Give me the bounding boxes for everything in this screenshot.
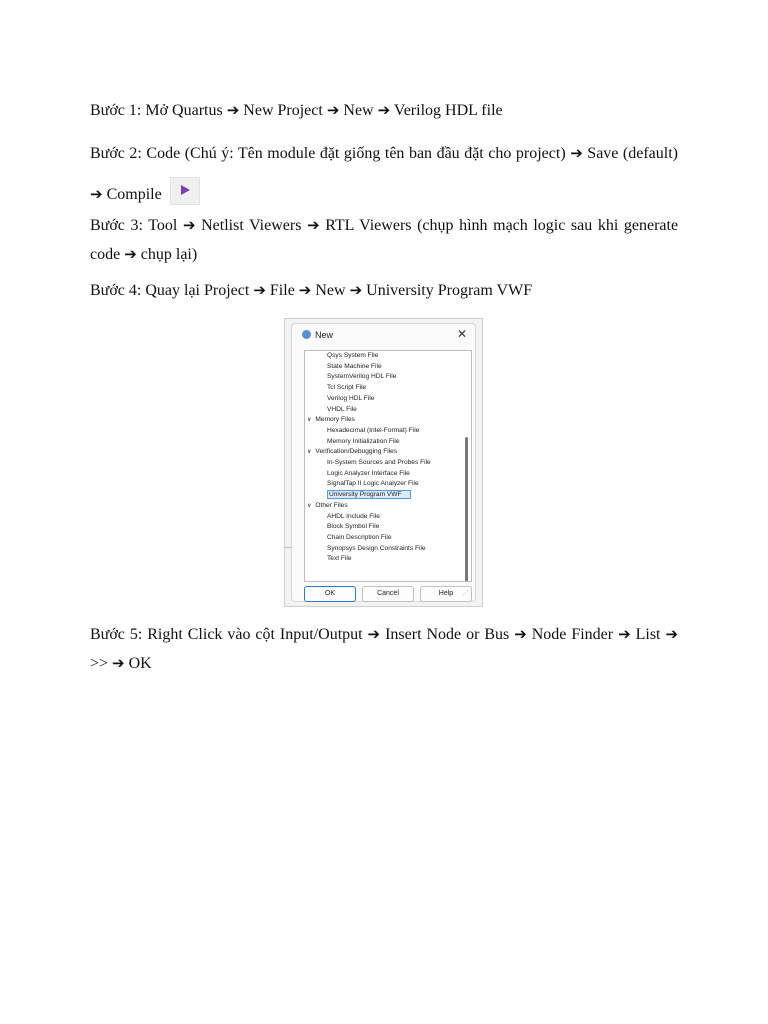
dialog-title-text: New	[315, 330, 334, 340]
step-5-list: List	[635, 626, 661, 643]
step-4-new: New	[315, 282, 346, 299]
arrow-icon: ➔	[182, 216, 196, 234]
tree-item-label: Text File	[327, 555, 352, 563]
step-5-node-finder: Node Finder	[531, 626, 614, 643]
tree-item-label: Chain Description File	[327, 533, 392, 541]
tree-item[interactable]	[305, 522, 471, 533]
tree-item[interactable]	[305, 512, 471, 523]
tree-item-label: Other Files	[315, 501, 348, 509]
tree-item[interactable]	[305, 533, 471, 544]
tree-item-label: Block Symbol File	[327, 523, 380, 531]
arrow-icon: ➔	[618, 625, 631, 643]
step-4-file: File	[269, 282, 295, 299]
tree-item[interactable]	[305, 490, 471, 501]
dialog-window	[291, 323, 476, 602]
step-4	[90, 276, 532, 305]
tree-item[interactable]	[305, 383, 471, 394]
tree-item-label: Verification/Debugging Files	[315, 448, 398, 456]
resize-grip-icon[interactable]: ⋰	[462, 590, 469, 597]
tree-group[interactable]	[305, 447, 471, 458]
step-4-text: Bước 4: Quay lại Project	[90, 282, 250, 299]
tree-item-label: Tcl Script File	[327, 384, 367, 392]
step-5-insert-node: Insert Node or Bus	[385, 626, 510, 643]
arrow-icon: ➔	[665, 625, 679, 643]
arrow-icon: ➔	[90, 185, 103, 203]
tree-item-label: In-System Sources and Probes File	[327, 459, 431, 467]
step-3-capture: chụp lại)	[140, 246, 198, 263]
tree-item-label: SystemVerilog HDL File	[327, 373, 397, 381]
step-2	[90, 133, 678, 215]
tree-item-label: SignalTap II Logic Analyzer File	[327, 480, 419, 488]
step-5-ok: OK	[128, 655, 152, 672]
tree-item[interactable]	[305, 469, 471, 480]
tree-item[interactable]	[305, 554, 471, 565]
step-3-text: Bước 3: Tool	[90, 217, 178, 234]
step-5	[90, 620, 678, 678]
tree-item[interactable]	[305, 372, 471, 383]
ok-button[interactable]: OK	[304, 586, 356, 602]
arrow-icon: ➔	[298, 281, 312, 299]
chevron-down-icon[interactable]: ∨	[307, 417, 312, 424]
arrow-icon: ➔	[514, 625, 527, 643]
tree-item[interactable]	[305, 426, 471, 437]
arrow-icon: ➔	[226, 101, 240, 119]
tree-item[interactable]	[305, 479, 471, 490]
step-2-compile: Compile	[106, 186, 162, 203]
tree-item-label: VHDL File	[327, 405, 357, 413]
step-5-move: >>	[90, 655, 109, 672]
tree-group[interactable]	[305, 501, 471, 512]
tree-item-label: Verilog HDL File	[327, 394, 375, 402]
step-2-save: Save (default)	[587, 145, 679, 162]
step-1-new: New	[343, 102, 374, 119]
tree-item-label: Hexadecimal (Intel-Format) File	[327, 426, 420, 434]
tree-item-label: State Machine File	[327, 362, 382, 370]
arrow-icon: ➔	[326, 101, 340, 119]
compile-play-icon	[170, 177, 200, 205]
tree-item-label: University Program VWF	[327, 490, 411, 499]
step-3-netlist: Netlist Viewers	[201, 217, 302, 234]
close-icon[interactable]: ✕	[456, 327, 467, 341]
tree-item-label: Memory Files	[315, 416, 355, 424]
cancel-button[interactable]: Cancel	[362, 586, 414, 602]
new-dialog-screenshot	[284, 318, 483, 607]
help-button[interactable]: Help	[420, 586, 472, 602]
step-3	[90, 211, 678, 269]
arrow-icon: ➔	[377, 101, 391, 119]
quartus-icon	[302, 330, 311, 339]
step-3-rtl: RTL Viewers (chụp hình mạch logic sau khi generate code	[90, 217, 679, 263]
tree-item-label: Memory Initialization File	[327, 437, 400, 445]
scrollbar[interactable]	[465, 437, 468, 582]
arrow-icon: ➔	[124, 245, 137, 263]
tree-item-label: Logic Analyzer Interface File	[327, 469, 410, 477]
tree-item[interactable]	[305, 362, 471, 373]
tree-item[interactable]	[305, 437, 471, 448]
file-type-tree[interactable]	[304, 350, 472, 582]
chevron-down-icon[interactable]: ∨	[307, 449, 312, 456]
arrow-icon: ➔	[349, 281, 363, 299]
arrow-icon: ➔	[307, 216, 320, 234]
step-1-verilog: Verilog HDL file	[393, 102, 503, 119]
arrow-icon: ➔	[570, 144, 583, 162]
arrow-icon: ➔	[112, 654, 125, 672]
tree-item[interactable]	[305, 458, 471, 469]
step-1	[90, 96, 503, 125]
step-5-text: Bước 5: Right Click vào cột Input/Output	[90, 626, 363, 643]
arrow-icon: ➔	[253, 281, 266, 299]
tree-item[interactable]	[305, 544, 471, 555]
tree-item-label: Qsys System File	[327, 352, 379, 359]
arrow-icon: ➔	[367, 625, 381, 643]
step-1-text: Bước 1: Mở Quartus	[90, 102, 223, 119]
tree-item-label: AHDL Include File	[327, 512, 380, 520]
tree-group[interactable]	[305, 415, 471, 426]
tree-item[interactable]	[305, 405, 471, 416]
step-2-text: Bước 2: Code (Chú ý: Tên module đặt giống tên ban đầu đặt cho project)	[90, 145, 566, 162]
step-1-new-project: New Project	[243, 102, 323, 119]
chevron-down-icon[interactable]: ∨	[307, 502, 312, 509]
tree-item[interactable]	[305, 394, 471, 405]
step-4-vwf: University Program VWF	[366, 282, 533, 299]
tree-item-label: Synopsys Design Constraints File	[327, 544, 426, 552]
tree-item[interactable]	[305, 351, 471, 362]
dialog-title	[302, 330, 333, 340]
